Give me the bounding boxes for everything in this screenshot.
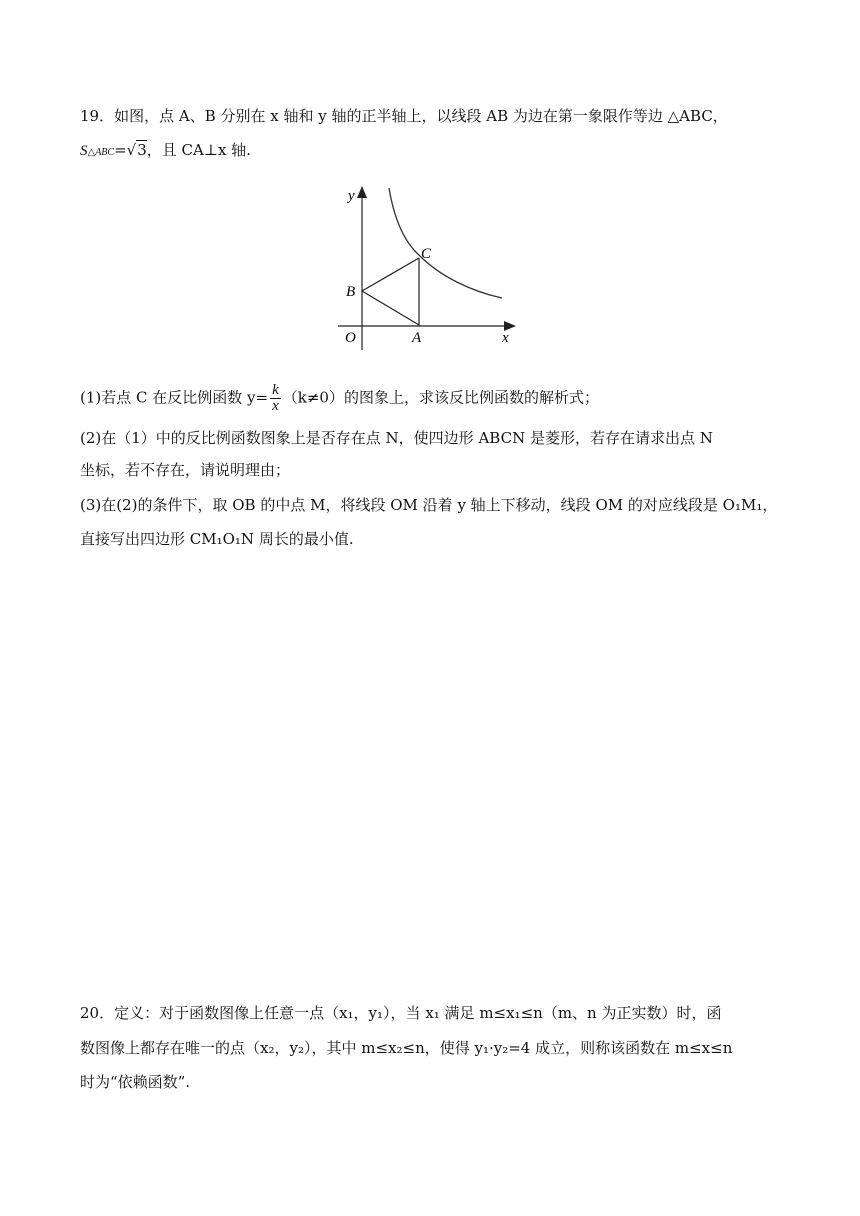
- sqrt-symbol: √: [126, 141, 137, 159]
- part1-suffix: （k≠0）的图象上，求该反比例函数的解析式；: [282, 388, 599, 407]
- label-y: y: [348, 188, 355, 204]
- q19-part3-line2: 直接写出四边形 CM₁O₁N 周长的最小值.: [80, 530, 354, 548]
- label-a: A: [412, 330, 422, 346]
- q20-line1: 20．定义：对于函数图像上任意一点（x₁，y₁），当 x₁ 满足 m≤x₁≤n（m、n 为正实数）时，函: [80, 1004, 722, 1022]
- label-b: B: [346, 284, 356, 300]
- sqrt-value: 3: [137, 141, 147, 159]
- equals-sign: =: [114, 141, 127, 159]
- y-axis-arrow: [357, 186, 367, 198]
- area-subscript: △ABC: [87, 147, 115, 158]
- area-symbol: S: [80, 143, 88, 159]
- q20-line3: 时为“依赖函数”.: [80, 1073, 191, 1091]
- q19-line2-rest: ，且 CA⊥x 轴.: [146, 141, 251, 159]
- label-x: x: [502, 330, 509, 346]
- q19-line2: [80, 140, 251, 163]
- q19-part1: [80, 383, 599, 414]
- segment-ba: [362, 291, 419, 325]
- q20-line2: 数图像上都存在唯一的点（x₂，y₂），其中 m≤x₂≤n，使得 y₁·y₂=4 成立，则称该函数在 m≤x≤n: [80, 1039, 733, 1057]
- fraction-k-over-x: [270, 383, 281, 414]
- q19-part2-line2: 坐标，若不存在，请说明理由；: [80, 461, 291, 479]
- part1-prefix: (1)若点 C 在反比例函数 y=: [80, 388, 269, 407]
- q19-figure: [332, 180, 522, 350]
- hyperbola-curve: [389, 188, 502, 298]
- q19-part2-line1: (2)在（1）中的反比例函数图象上是否存在点 N，使四边形 ABCN 是菱形，若存在请求出点 N: [80, 429, 713, 447]
- q19-line1: 19．如图，点 A、B 分别在 x 轴和 y 轴的正半轴上，以线段 AB 为边在第一象限作等边 △ABC，: [80, 107, 728, 125]
- label-o: O: [345, 330, 356, 346]
- fraction-numerator: k: [272, 382, 279, 398]
- fraction-denominator: x: [272, 398, 279, 414]
- label-c: C: [421, 246, 432, 262]
- q19-part3-line1: (3)在(2)的条件下，取 OB 的中点 M，将线段 OM 沿着 y 轴上下移动，线段 OM 的对应线段是 O₁M₁，: [80, 496, 778, 514]
- segment-bc: [362, 258, 419, 291]
